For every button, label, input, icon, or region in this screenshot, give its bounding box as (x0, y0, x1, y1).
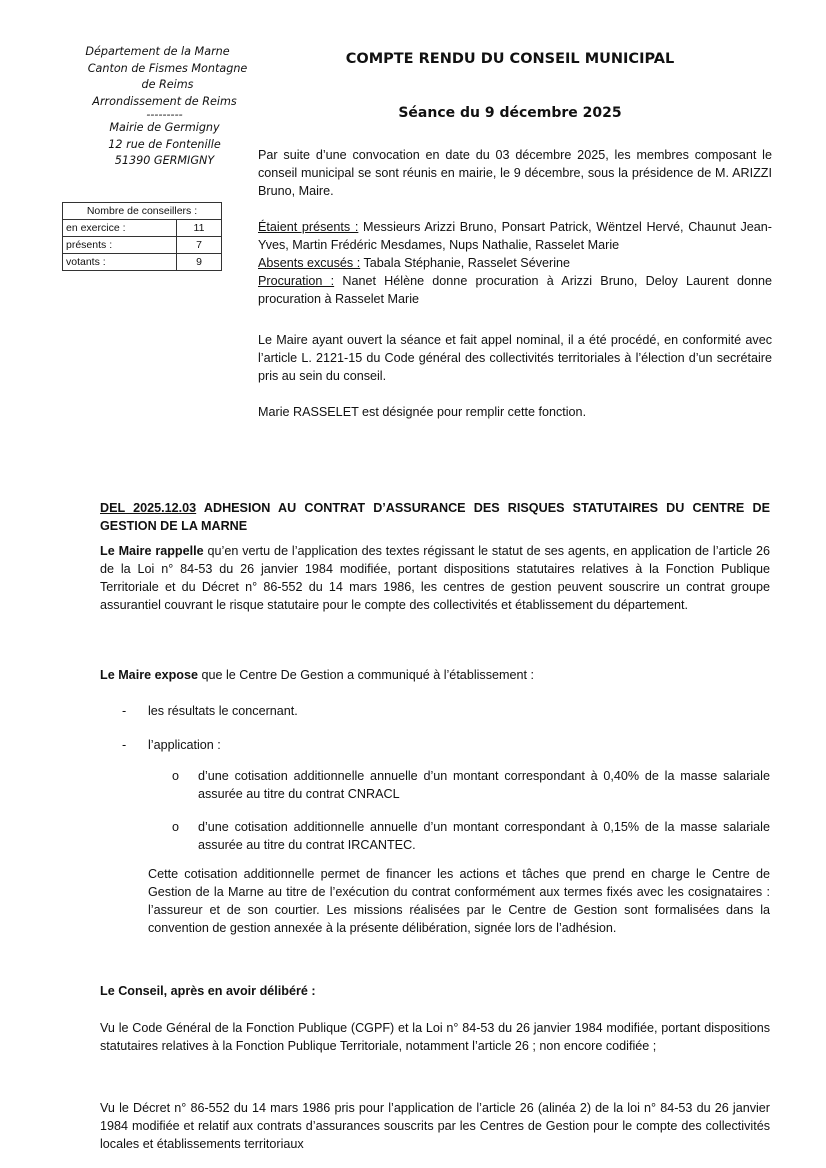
document-title: COMPTE RENDU DU CONSEIL MUNICIPAL (345, 51, 675, 67)
absent-list: Tabala Stéphanie, Rasselet Séverine (360, 256, 571, 270)
opening-paragraph: Le Maire ayant ouvert la séance et fait appel nominal, il a été procédé, en conformité avec l’article L. 2121-15 du Code général des collectivités territoriales à l’élection d’un secrétaire pris au sein du conseil. (258, 333, 772, 383)
row-value: 9 (177, 254, 222, 271)
deliberation-heading (100, 499, 770, 535)
circle-bullet: o (172, 769, 180, 783)
row-label: en exercice : (63, 220, 177, 237)
sub-list-item: d’une cotisation additionnelle annuelle d’un montant correspondant à 0,15% de la masse salariale assurée au titre du contrat IRCANTEC. (198, 820, 770, 852)
department: Département de la Marne (85, 45, 230, 58)
row-value: 7 (177, 237, 222, 254)
rappelle-paragraph (100, 542, 770, 614)
absent-label: Absents excusés : (258, 256, 361, 270)
proxy-list: Nanet Hélène donne procuration à Arizzi Bruno, Deloy Laurent donne procuration à Rasselet Marie (258, 274, 772, 306)
rappelle-lead: Le Maire rappelle (100, 544, 204, 558)
canton-cont: de Reims (141, 78, 194, 91)
expose-paragraph (100, 666, 770, 684)
deliberation-title: ADHESION AU CONTRAT D’ASSURANCE DES RISQUES STATUTAIRES DU CENTRE DE GESTION DE LA MARNE (100, 501, 770, 533)
deliberation-ref: DEL 2025.12.03 (100, 501, 197, 515)
intro-paragraph: Par suite d’une convocation en date du 03 décembre 2025, les membres composant le conseil municipal se sont réunis en mairie, le 9 décembre, sous la présidence de M. ARIZZI Bruno, Maire. (258, 148, 772, 198)
table-row (63, 254, 222, 271)
address: 12 rue de Fontenille (108, 137, 221, 151)
vu-paragraph-2: Vu le Décret n° 86-552 du 14 mars 1986 pris pour l’application de l’article 26 (alinéa 2) de la loi n° 84-53 du 26 janvier 1984 modifiée et relatif aux contrats d’assurances souscrits par les Centres de Gestion pour le compte des collectivités locales et établissements territoriaux (100, 1101, 770, 1151)
session-date: Séance du 9 décembre 2025 (398, 105, 622, 121)
rappelle-text: qu’en vertu de l’application des textes régissant le statut de ses agents, en application de l’article 26 de la Loi n° 84-53 du 26 janvier 1984 modifiée, portant dispositions statutaires relatives à la Fonction Publique Territoriale et du Décret n° 86-552 du 14 mars 1986, les centres de gestion peuvent souscrire un contrat groupe assurantiel couvrant le risque statutaire pour le compte des collectivités et établissement du département. (100, 544, 770, 612)
councillors-table (62, 202, 222, 271)
table-row (63, 220, 222, 237)
row-value: 11 (177, 220, 222, 237)
list-item: les résultats le concernant. (148, 704, 298, 718)
mairie: Mairie de Germigny (109, 121, 220, 134)
row-label: présents : (63, 237, 177, 254)
circle-bullet: o (172, 820, 180, 834)
dash-bullet: - (122, 704, 127, 718)
councillors-heading: Nombre de conseillers : (63, 203, 222, 220)
proxy-label: Procuration : (258, 274, 335, 288)
present-list: Messieurs Arizzi Bruno, Ponsart Patrick, Wëntzel Hervé, Chaunut Jean-Yves, Martin Frédéric Mesdames, Nups Nathalie, Rasselet Marie (258, 220, 772, 252)
sub-list-item: d’une cotisation additionnelle annuelle d’un montant correspondant à 0,40% de la masse salariale assurée au titre du contrat CNRACL (198, 769, 770, 801)
expose-lead: Le Maire expose (100, 668, 198, 682)
vu-paragraph-1: Vu le Code Général de la Fonction Publique (CGPF) et la Loi n° 84-53 du 26 janvier 1984 modifiée, portant dispositions statutaires relatives à la Fonction Publique Territoriale, notamment l’article 26 ; non encore codifiée ; (100, 1021, 770, 1053)
list-item: l’application : (148, 738, 221, 752)
row-label: votants : (63, 254, 177, 271)
separator: --------- (146, 108, 183, 121)
present-label: Étaient présents : (258, 220, 359, 234)
secretary-paragraph: Marie RASSELET est désignée pour remplir cette fonction. (258, 405, 587, 419)
vu-paragraph-2-clip (100, 1099, 770, 1151)
arrondissement: Arrondissement de Reims (92, 94, 237, 108)
table-row (63, 237, 222, 254)
issuer-header (50, 44, 265, 170)
postcode-city: 51390 GERMIGNY (114, 154, 215, 167)
dash-bullet: - (122, 738, 127, 752)
canton: Canton de Fismes Montagne (87, 61, 248, 75)
conseil-heading: Le Conseil, après en avoir délibéré : (100, 984, 316, 998)
expose-text: que le Centre De Gestion a communiqué à l’établissement : (198, 668, 535, 682)
attendance (258, 218, 772, 308)
cotisation-paragraph: Cette cotisation additionnelle permet de financer les actions et tâches que prend en charge le Centre de Gestion de la Marne au titre de l’exécution du contrat conformément aux termes fixés avec les cosignataires : l’assureur et de son courtier. Les missions réalisées par le Centre de Gestion sont formalisées dans la convention de gestion annexée à la présente délibération, signée lors de l’adhésion. (148, 867, 770, 935)
